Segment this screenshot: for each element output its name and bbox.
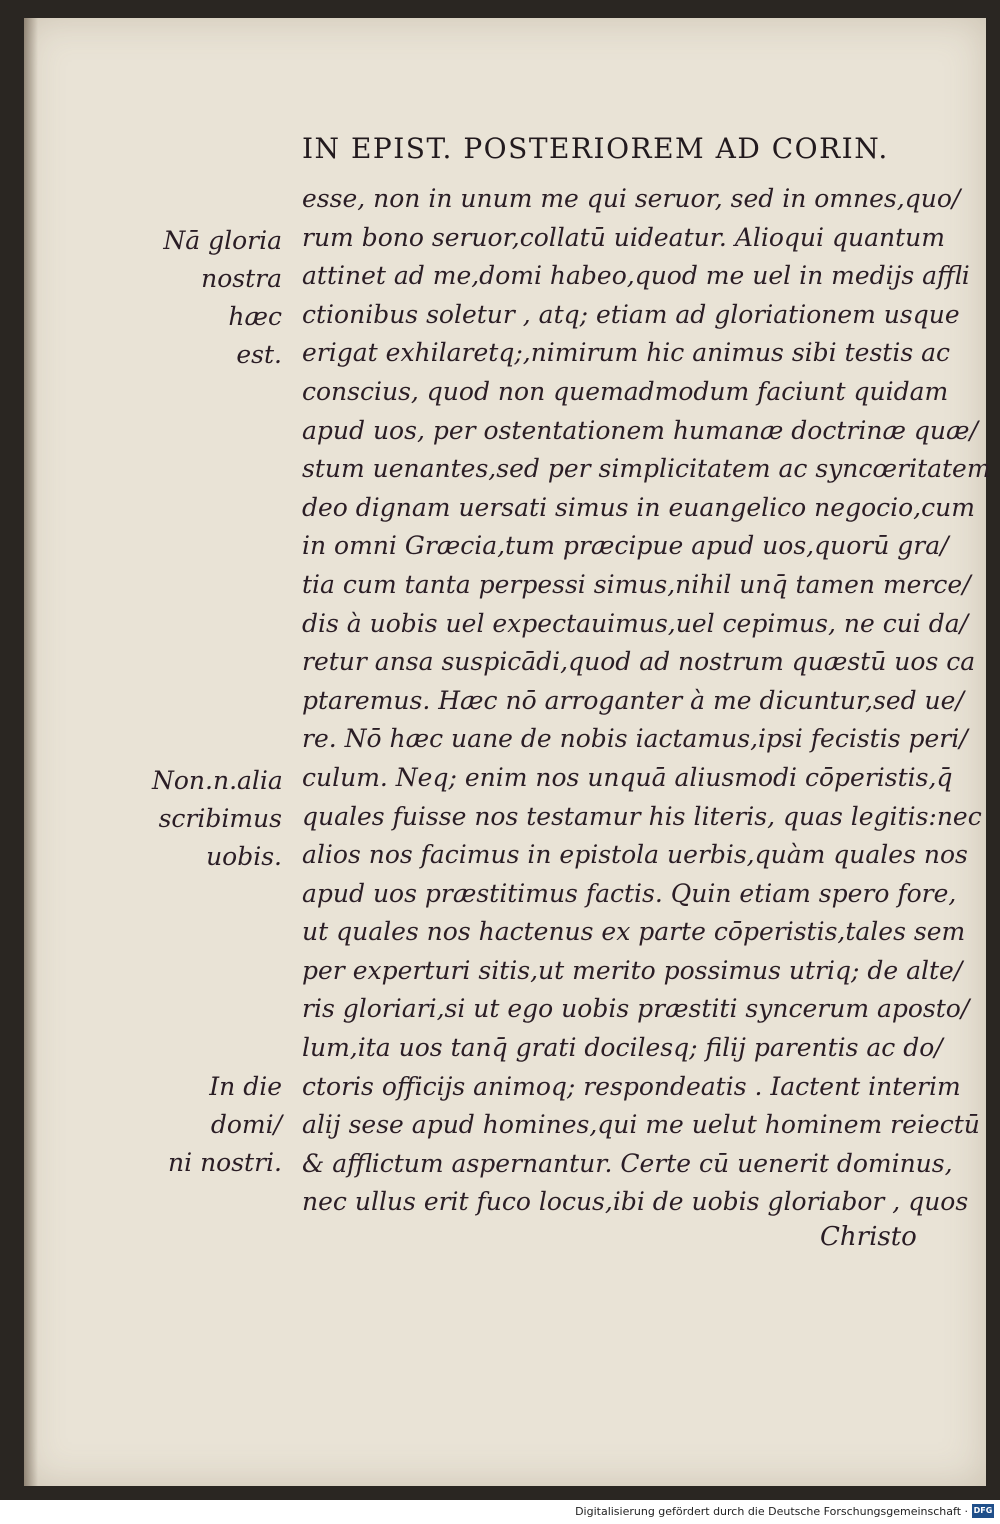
body-line: in omni Græcia,tum præcipue apud uos,quorū gra/ — [302, 531, 949, 561]
body-line: lum,ita uos tanq̄ grati docilesq; filij parentis ac do/ — [302, 1033, 943, 1063]
body-line: retur ansa suspicādi,quod ad nostrum quæstū uos ca — [302, 647, 976, 677]
body-line: apud uos, per ostentationem humanæ doctrinæ quæ/ — [302, 415, 978, 445]
margin-note-2 — [152, 762, 282, 876]
body-line: esse, non in unum me qui seruor, sed in omnes,quo/ — [302, 184, 961, 213]
margin-note-3 — [132, 1068, 282, 1182]
body-line: nec ullus erit fuco locus,ibi de uobis gloriabor , quos — [302, 1187, 969, 1217]
body-line: tia cum tanta perpessi simus,nihil unq̄ tamen merce/ — [302, 569, 971, 599]
body-line: erigat exhilaretq;,nimirum hic animus sibi testis ac — [302, 338, 950, 368]
body-line: attinet ad me,domi habeo,quod me uel in medijs affli — [302, 261, 970, 291]
margin-note-line: scribimus — [158, 804, 282, 833]
margin-note-line: Nā gloria — [163, 226, 282, 255]
body-line: ut quales nos hactenus ex parte cōperistis,tales sem — [302, 917, 966, 947]
margin-note-line: In die domi/ — [209, 1072, 282, 1139]
margin-note-line: ni nostri. — [168, 1148, 282, 1177]
running-head: IN EPIST. POSTERIOREM AD CORIN. — [302, 132, 889, 165]
margin-note-line: uobis. — [206, 842, 282, 871]
dfg-logo-icon: DFG — [972, 1504, 994, 1518]
body-line: culum. Neq; enim nos unquā aliusmodi cōperistis,q̄ — [302, 762, 953, 792]
body-line: deo dignam uersati simus in euangelico negocio,cum — [302, 492, 975, 522]
catchword: Christo — [820, 1222, 917, 1252]
body-line: ptaremus. Hæc nō arroganter à me dicuntur,sed ue/ — [302, 685, 964, 715]
body-line: ctionibus soletur , atq; etiam ad gloriationem usque — [302, 299, 960, 329]
body-text — [302, 180, 991, 1222]
body-line: apud uos præstitimus factis. Quin etiam spero fore, — [302, 878, 957, 908]
margin-note-line: nostra hæc — [201, 264, 282, 331]
body-line: dis à uobis uel expectauimus,uel cepimus, ne cui da/ — [302, 608, 969, 638]
body-line: re. Nō hæc uane de nobis iactamus,ipsi fecistis peri/ — [302, 724, 968, 754]
body-line: per experturi sitis,ut merito possimus utriq; de alte/ — [302, 955, 963, 985]
body-line: ctoris officijs animoq; respondeatis . Iactent interim — [302, 1071, 961, 1101]
body-line: quales fuisse nos testamur his literis, quas legitis:nec — [302, 801, 982, 831]
body-line: alios nos facimus in epistola uerbis,quàm quales nos — [302, 840, 968, 870]
margin-note-1 — [152, 222, 282, 374]
margin-note-line: Non.n.alia — [152, 766, 283, 795]
body-line: & afflictum aspernantur. Certe cū uenerit dominus, — [302, 1148, 953, 1178]
margin-note-line: est. — [236, 340, 282, 369]
page-gutter-shadow — [24, 18, 38, 1486]
body-line: stum uenantes,sed per simplicitatem ac syncœritatem — [302, 454, 991, 484]
body-line: alij sese apud homines,qui me uelut hominem reiectū — [302, 1110, 980, 1140]
body-line: conscius, quod non quemadmodum faciunt quidam — [302, 376, 949, 406]
body-line: rum bono seruor,collatū uideatur. Alioqui quantum — [302, 222, 945, 252]
body-line: ris gloriari,si ut ego uobis præstiti syncerum aposto/ — [302, 994, 970, 1024]
footer-credit: Digitalisierung gefördert durch die Deutsche Forschungsgemeinschaft · — [575, 1505, 968, 1518]
